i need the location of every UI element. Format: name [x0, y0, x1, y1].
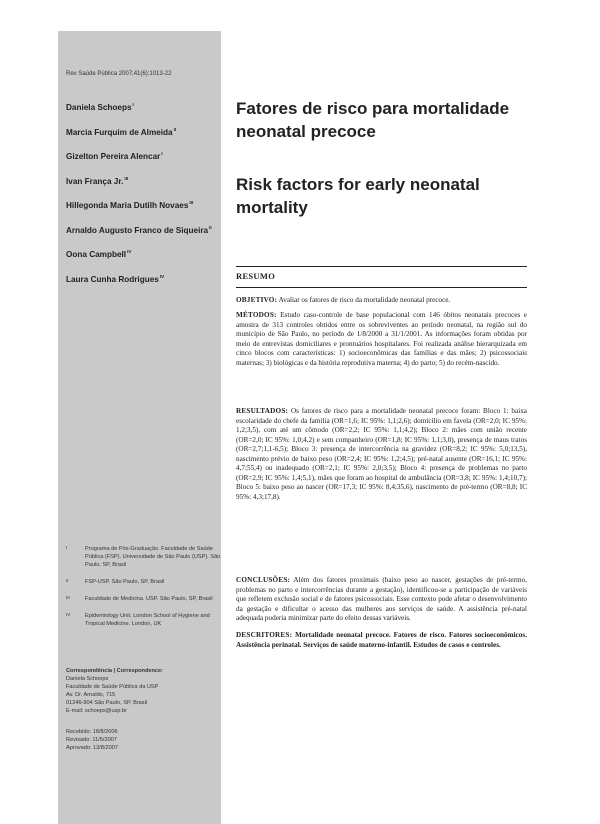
- resultados-paragraph: RESULTADOS: Os fatores de risco para a mortalidade neonatal precoce foram: Bloco 1: baixa escolaridade do chefe da família (OR=1,6; IC 95%: 1,1;2,6); domicílio em favela (OR=2,0; IC 95%: 1,2;3,5), com até um cômodo (OR=2,2; IC 95%: 1,1;4,2); Bloco 2: mães com união recente (OR=2,0; IC 95%: 1,0;4,2) e sem companheiro (OR=1,8; IC 95%: 1,1;3,0), presença de maus tratos (OR=2,7;1,1-6,5); Bloco 3: presença de intercorrência na gravidez (OR=8,2; IC 95%: 5,0;13,5), nascimento prévio de baixo peso (OR=2,4; IC 95%: 1,2;4,5); pré-natal ausente (OR=16,1; IC 95%: 4,7;55,4) ou inadequado (OR=2,1; IC 95%: 2,0;3,5); Bloco 4: presença de problemas no parto (OR=2,9; IC 95%: 1,4;5,1), mães que foram ao hospital de ambulância (OR=3,8; IC 95%: 1,4;10,7); Bloco 5: baixo peso ao nascer (OR=17,3; IC 95%: 8,4;35,6), nascimento de pré-termo (OR=8,8; IC 95%: 4,3;17,8).: [236, 407, 527, 501]
- correspondence-line: Av. Dr. Arnaldo, 715: [66, 692, 116, 698]
- correspondence-line: Daniela Schoeps: [66, 676, 109, 682]
- section-heading: RESUMO: [236, 266, 527, 281]
- received-date: Recebido: 18/8/2006: [66, 729, 118, 735]
- author-list: [66, 99, 221, 295]
- author: Daniela Schoeps$^I$: [66, 102, 134, 112]
- correspondence: [66, 667, 221, 715]
- correspondence-heading: Correspondência | Correspondence:: [66, 668, 163, 674]
- author: Oona Campbell$^{IV}$: [66, 249, 132, 259]
- resultados-label: RESULTADOS:: [236, 407, 289, 415]
- objetivo-label: OBJETIVO:: [236, 296, 278, 304]
- correspondence-line: 01246-904 São Paulo, SP, Brasil: [66, 700, 148, 706]
- affiliation: IV Epidemiology Unit. London School of Hygiene and Tropical Medicine. London, UK: [66, 612, 210, 627]
- revised-date: Revisado: 11/5/2007: [66, 737, 117, 743]
- section-divider: [236, 287, 527, 288]
- author: Marcia Furquim de Almeida$^{II}$: [66, 126, 177, 137]
- author: Ivan França Jr.$^{III}$: [66, 175, 129, 186]
- title-english: Risk factors for early neonatal mortality: [236, 175, 480, 217]
- metodos-paragraph: MÉTODOS: Estudo caso-controle de base populacional com 146 óbitos neonatais precoces e amostra de 313 controles obtidos entre os sobreviventes ao período neonatal, na região sul do município de São Paulo, no período de 1/8/2000 a 31/1/2001. As informações foram obtidas por meio de entrevistas domiciliares e prontuários hospitalares. Foi realizada análise hierarquizada em cinco blocos com características: 1) socioeconômicas das famílias e das mães; 2) psicossociais maternas; 3) biológicas e da história reprodutiva materna; 4) do parto; 5) do recém-nascido.: [236, 311, 527, 367]
- correspondence-line: Faculdade de Saúde Pública da USP: [66, 684, 159, 690]
- affiliation: II FSP-USP. São Paulo, SP, Brasil: [66, 578, 165, 585]
- journal-citation: Rev Saúde Pública 2007;41(6):1013-22: [66, 71, 172, 77]
- author: Gizelton Pereira Alencar$^I$: [66, 151, 163, 161]
- objetivo-paragraph: OBJETIVO: Avaliar os fatores de risco da mortalidade neonatal precoce.: [236, 296, 451, 304]
- sidebar: [58, 31, 221, 824]
- affiliation: III Faculdade de Medicina. USP. São Paulo, SP, Brasil: [66, 595, 213, 602]
- descritores-paragraph: DESCRITORES: Mortalidade neonatal precoce. Fatores de risco. Fatores socioeconômicos. Assistência perinatal. Serviços de saúde materno-infantil. Estudos de casos e controles.: [236, 631, 527, 649]
- author: Laura Cunha Rodrigues$^{IV}$: [66, 273, 165, 284]
- article-dates: [66, 728, 221, 752]
- metodos-label: MÉTODOS:: [236, 311, 277, 319]
- correspondence-email[interactable]: E-mail: schoeps@usp.br: [66, 708, 128, 714]
- affiliation: I Programa de Pós-Graduação. Faculdade de Saúde Pública (FSP). Universidade de São Paulo (USP). São Paulo, SP, Brasil: [66, 545, 221, 568]
- author: Hillegonda Maria Dutilh Novaes$^{III}$: [66, 200, 194, 210]
- conclusoes-paragraph: CONCLUSÕES: Além dos fatores proximais (baixo peso ao nascer, gestações de pré-termo, problemas no parto e intercorrências durante a gestação), identificou-se a participação de variáveis que refletem exclusão social e de fatores psicossociais. Esse contexto pode afetar o desenvolvimento da gestação e dificultar o acesso das mulheres aos serviços de saúde. A assistência pré-natal adequada poderia minimizar parte do efeito dessas variáveis.: [236, 576, 527, 622]
- conclusoes-label: CONCLUSÕES:: [236, 576, 291, 584]
- title-portuguese: Fatores de risco para mortalidade neonatal precoce: [236, 99, 510, 141]
- approved-date: Aprovado: 13/8/2007: [66, 745, 118, 751]
- descritores-label: DESCRITORES:: [236, 631, 293, 639]
- affiliations: [66, 545, 221, 637]
- author: Arnaldo Augusto Franco de Siqueira$^{II}$: [66, 224, 212, 235]
